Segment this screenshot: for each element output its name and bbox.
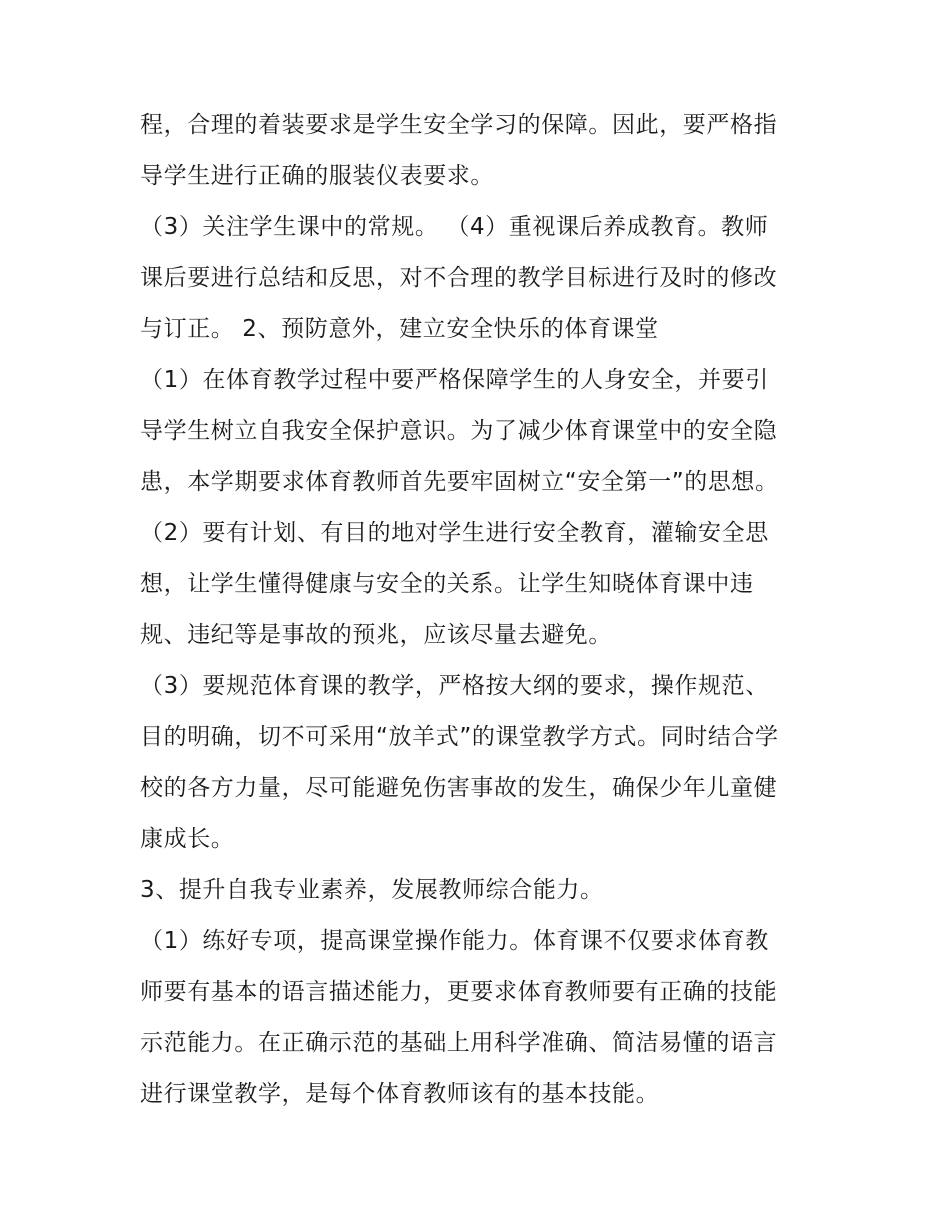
text-line: 课后要进行总结和反思，对不合理的教学目标进行及时的修改 [140, 265, 778, 291]
text-line: 康成长。 [140, 826, 235, 852]
text-line: 导学生树立自我安全保护意识。为了减少体育课堂中的安全隐 [140, 418, 778, 444]
text-line: 示范能力。在正确示范的基础上用科学准确、简洁易懂的语言 [140, 1030, 778, 1056]
text-line: （3）要规范体育课的教学，严格按大纲的要求，操作规范、 [140, 673, 769, 699]
text-line: 程，合理的着装要求是学生安全学习的保障。因此，要严格指 [140, 112, 778, 138]
text-line: 进行课堂教学，是每个体育教师该有的基本技能。 [140, 1081, 660, 1107]
text-line: 想，让学生懂得健康与安全的关系。让学生知晓体育课中违 [140, 571, 754, 597]
text-line: 与订正。 2、预防意外，建立安全快乐的体育课堂 [140, 316, 659, 342]
text-line: （1）练好专项，提高课堂操作能力。体育课不仅要求体育教 [140, 928, 769, 954]
document-body [140, 100, 820, 1120]
text-line: （1）在体育教学过程中要严格保障学生的人身安全，并要引 [140, 367, 769, 393]
text-line: 规、违纪等是事故的预兆，应该尽量去避免。 [140, 622, 612, 648]
text-line: 患，本学期要求体育教师首先要牢固树立“安全第一”的思想。 [140, 469, 779, 495]
text-line: 3、提升自我专业素养，发展教师综合能力。 [140, 877, 604, 903]
text-line: 目的明确，切不可采用“放羊式”的课堂教学方式。同时结合学 [140, 724, 779, 750]
text-line: （3）关注学生课中的常规。 （4）重视课后养成教育。教师 [140, 214, 769, 240]
text-line: 师要有基本的语言描述能力，更要求体育教师要有正确的技能 [140, 979, 778, 1005]
text-line: 校的各方力量，尽可能避免伤害事故的发生，确保少年儿童健 [140, 775, 778, 801]
text-line: 导学生进行正确的服装仪表要求。 [140, 163, 494, 189]
text-line: （2）要有计划、有目的地对学生进行安全教育，灌输安全思 [140, 520, 769, 546]
